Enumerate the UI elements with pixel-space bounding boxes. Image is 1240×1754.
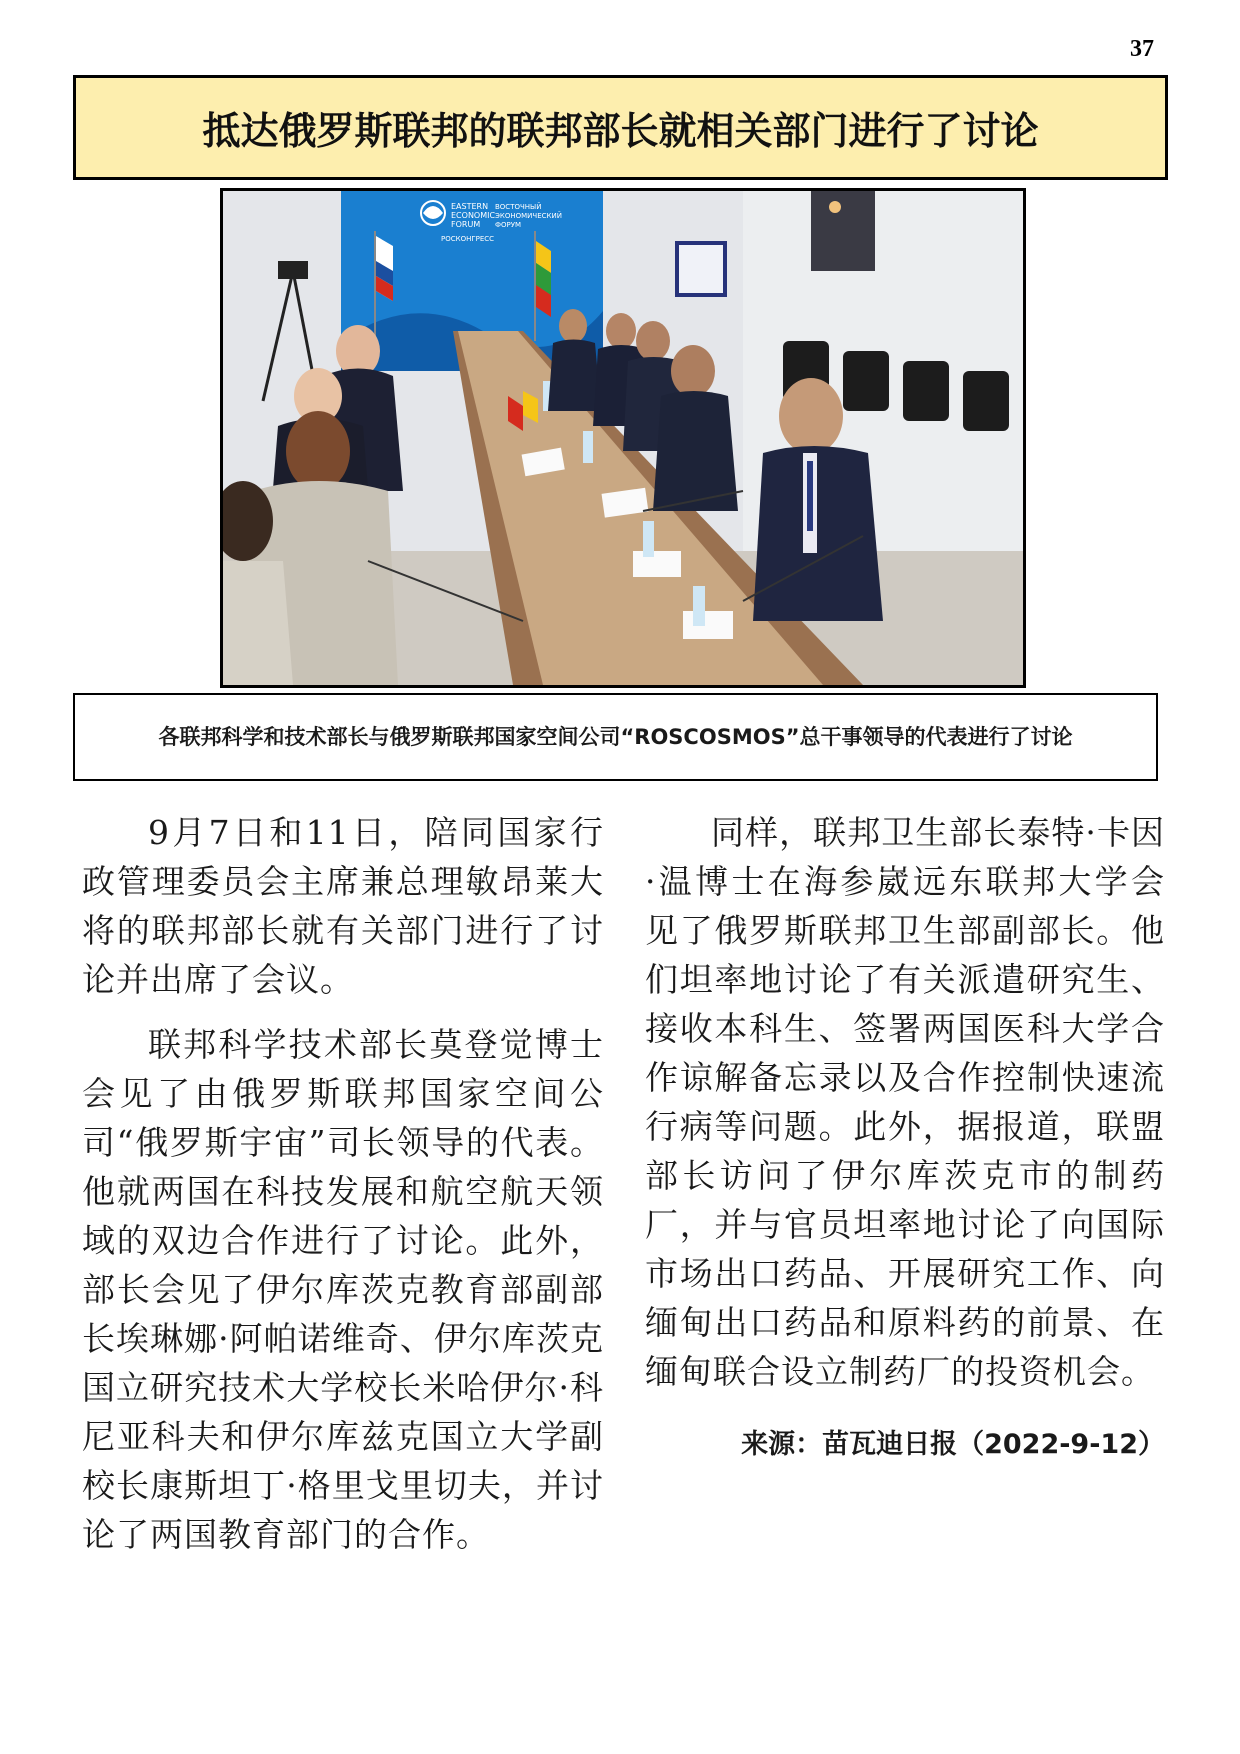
photo-caption: 各联邦科学和技术部长与俄罗斯联邦国家空间公司“ROSCOSMOS”总干事领导的代表进行了讨论 [158,725,1073,749]
page-title: 抵达俄罗斯联邦的联邦部长就相关部门进行了讨论 [202,109,1039,153]
paragraph: 同样，联邦卫生部长泰特·卡因·温博士在海参崴远东联邦大学会见了俄罗斯联邦卫生部副部长。他们坦率地讨论了有关派遣研究生、接收本科生、签署两国医科大学合作谅解备忘录以及合作控制快速流行病等问题。此外，据报道，联盟部长访问了伊尔库茨克市的制药厂，并与官员坦率地讨论了向国际市场出口药品、开展研究工作、向缅甸出口药品和原料药的前景、在缅甸联合设立制药厂的投资机会。 [645,813,1165,1391]
paragraph: 联邦科学技术部长莫登觉博士会见了由俄罗斯联邦国家空间公司“俄罗斯宇宙”司长领导的代表。他就两国在科技发展和航空航天领域的双边合作进行了讨论。此外，部长会见了伊尔库茨克教育部副部长埃琳娜·阿帕诺维奇、伊尔库茨克国立研究技术大学校长米哈伊尔·科尼亚科夫和伊尔库兹克国立大学副校长康斯坦丁·格里戈里切夫，并讨论了两国教育部门的合作。 [82,1025,604,1554]
backdrop-text-1: EASTERN [451,202,489,211]
right-column [645,808,1165,1469]
source-line: 来源：苗瓦迪日报（2022-9-12） [741,1429,1165,1460]
left-column [82,808,604,1575]
paragraph: 9月7日和11日，陪同国家行政管理委员会主席兼总理敏昂莱大将的联邦部长就有关部门进行了讨论并出席了会议。 [82,813,604,999]
title-banner [73,75,1168,180]
backdrop-org: РОСКОНГРЕСС [441,235,495,243]
backdrop-text-ru-3: ФОРУМ [495,221,522,229]
backdrop-text-3: FORUM [451,220,481,229]
backdrop-text-2: ECONOMIC [451,211,496,220]
photo-caption-box [73,693,1158,781]
page-number: 37 [1130,36,1154,62]
backdrop-text-ru-1: ВОСТОЧНЫЙ [495,203,542,211]
backdrop-text-ru-2: ЭКОНОМИЧЕСКИЙ [495,212,562,220]
meeting-photo [220,188,1026,688]
